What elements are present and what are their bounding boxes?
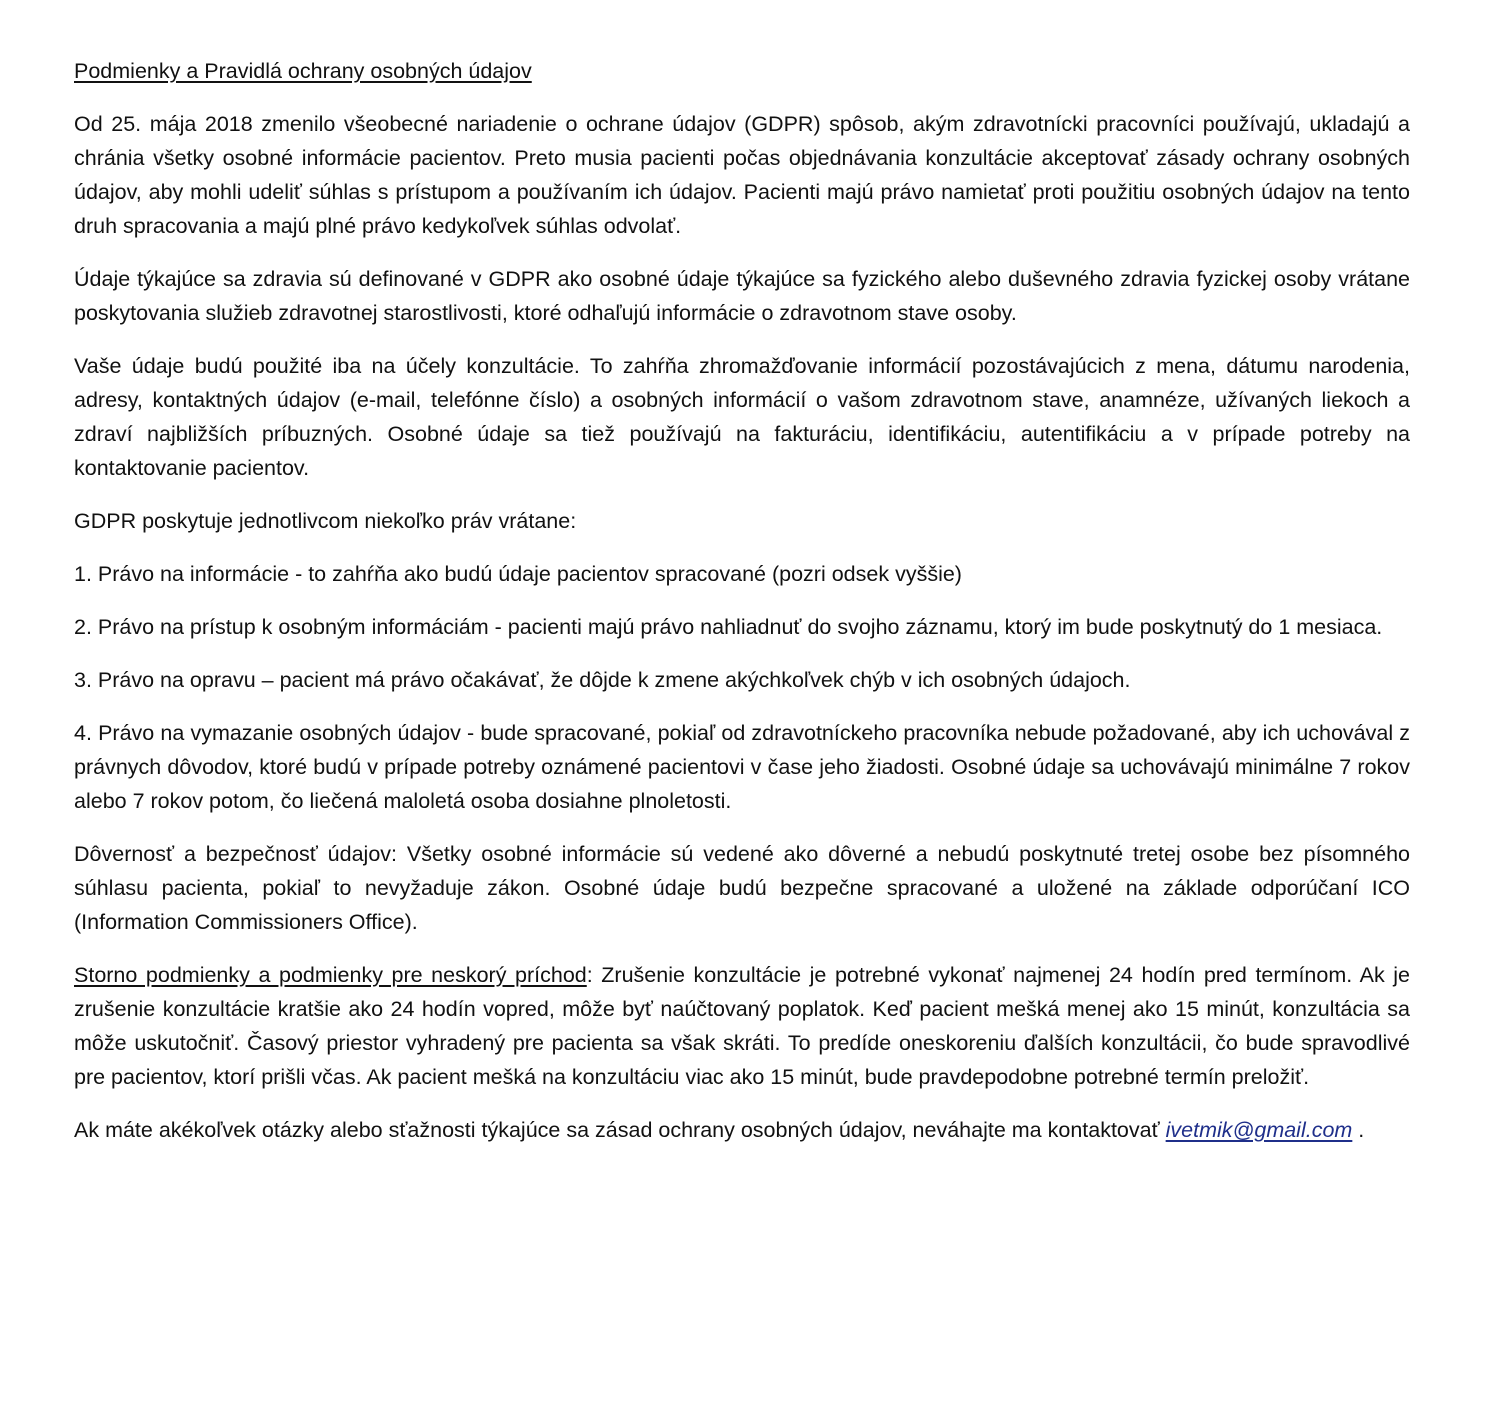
contact-email-link[interactable]: ivetmik@gmail.com — [1165, 1118, 1353, 1142]
paragraph-rights-intro: GDPR poskytuje jednotlivcom niekoľko práv vrátane: — [74, 509, 577, 533]
paragraph-contact — [74, 1113, 1410, 1147]
paragraph-health-data: Údaje týkajúce sa zdravia sú definované v GDPR ako osobné údaje týkajúce sa fyzického alebo duševného zdravia fyzickej osoby vrátane poskytovania služieb zdravotnej starostlivosti, ktoré odhaľujú informácie o zdravotnom stave osoby. — [74, 267, 1410, 325]
document-title: Podmienky a Pravidlá ochrany osobných údajov — [74, 59, 532, 83]
storno-text: : Zrušenie konzultácie je potrebné vykonať najmenej 24 hodín pred termínom. Ak je zrušenie konzultácie kratšie ako 24 hodín vopred, môže byť naúčtovaný poplatok. Keď pacient mešká menej ako 15 minút, konzultácia sa môže uskutočniť. Časový priestor vyhradený pre pacienta sa však skráti. To predíde oneskoreniu ďalších konzultácii, čo bude spravodlivé pre pacientov, ktorí prišli včas. Ak pacient mešká na konzultáciu viac ako 15 minút, bude pravdepodobne potrebné termín preložiť. — [74, 963, 1410, 1089]
contact-end: . — [1352, 1118, 1365, 1142]
paragraph-confidentiality: Dôvernosť a bezpečnosť údajov: Všetky osobné informácie sú vedené ako dôverné a nebudú poskytnuté tretej osobe bez písomného súhlasu pacienta, pokiaľ to nevyžaduje zákon. Osobné údaje budú bezpečne spracované a uložené na základe odporúčaní ICO (Information Commissioners Office). — [74, 842, 1410, 934]
document-page — [74, 54, 1410, 1166]
right-item-access: 2. Právo na prístup k osobným informáciám - pacienti majú právo nahliadnuť do svojho záznamu, ktorý im bude poskytnutý do 1 mesiaca. — [74, 615, 1383, 639]
storno-heading: Storno podmienky a podmienky pre neskorý príchod — [74, 963, 587, 987]
paragraph-data-usage: Vaše údaje budú použité iba na účely konzultácie. To zahŕňa zhromažďovanie informácií pozostávajúcich z mena, dátumu narodenia, adresy, kontaktných údajov (e-mail, telefónne číslo) a osobných informácií o vašom zdravotnom stave, anamnéze, užívaných liekoch a zdraví najbližších príbuzných. Osobné údaje sa tiež používajú na fakturáciu, identifikáciu, autentifikáciu a v prípade potreby na kontaktovanie pacientov. — [74, 354, 1410, 480]
right-item-correction: 3. Právo na opravu – pacient má právo očakávať, že dôjde k zmene akýchkoľvek chýb v ich osobných údajoch. — [74, 668, 1131, 692]
right-item-information: 1. Právo na informácie - to zahŕňa ako budú údaje pacientov spracované (pozri odsek vyššie) — [74, 562, 962, 586]
paragraph-intro: Od 25. mája 2018 zmenilo všeobecné nariadenie o ochrane údajov (GDPR) spôsob, akým zdravotnícki pracovníci používajú, ukladajú a chránia všetky osobné informácie pacientov. Preto musia pacienti počas objednávania konzultácie akceptovať zásady ochrany osobných údajov, aby mohli udeliť súhlas s prístupom a používaním ich údajov. Pacienti majú právo namietať proti použitiu osobných údajov na tento druh spracovania a majú plné právo kedykoľvek súhlas odvolať. — [74, 112, 1410, 238]
right-item-erasure: 4. Právo na vymazanie osobných údajov - bude spracované, pokiaľ od zdravotníckeho pracovníka nebude požadované, aby ich uchovával z právnych dôvodov, ktoré budú v prípade potreby oznámené pacientovi v čase jeho žiadosti. Osobné údaje sa uchovávajú minimálne 7 rokov alebo 7 rokov potom, čo liečená maloletá osoba dosiahne plnoletosti. — [74, 721, 1410, 813]
paragraph-storno — [74, 958, 1410, 1094]
contact-text: Ak máte akékoľvek otázky alebo sťažnosti týkajúce sa zásad ochrany osobných údajov, neváhajte ma kontaktovať — [74, 1118, 1166, 1142]
